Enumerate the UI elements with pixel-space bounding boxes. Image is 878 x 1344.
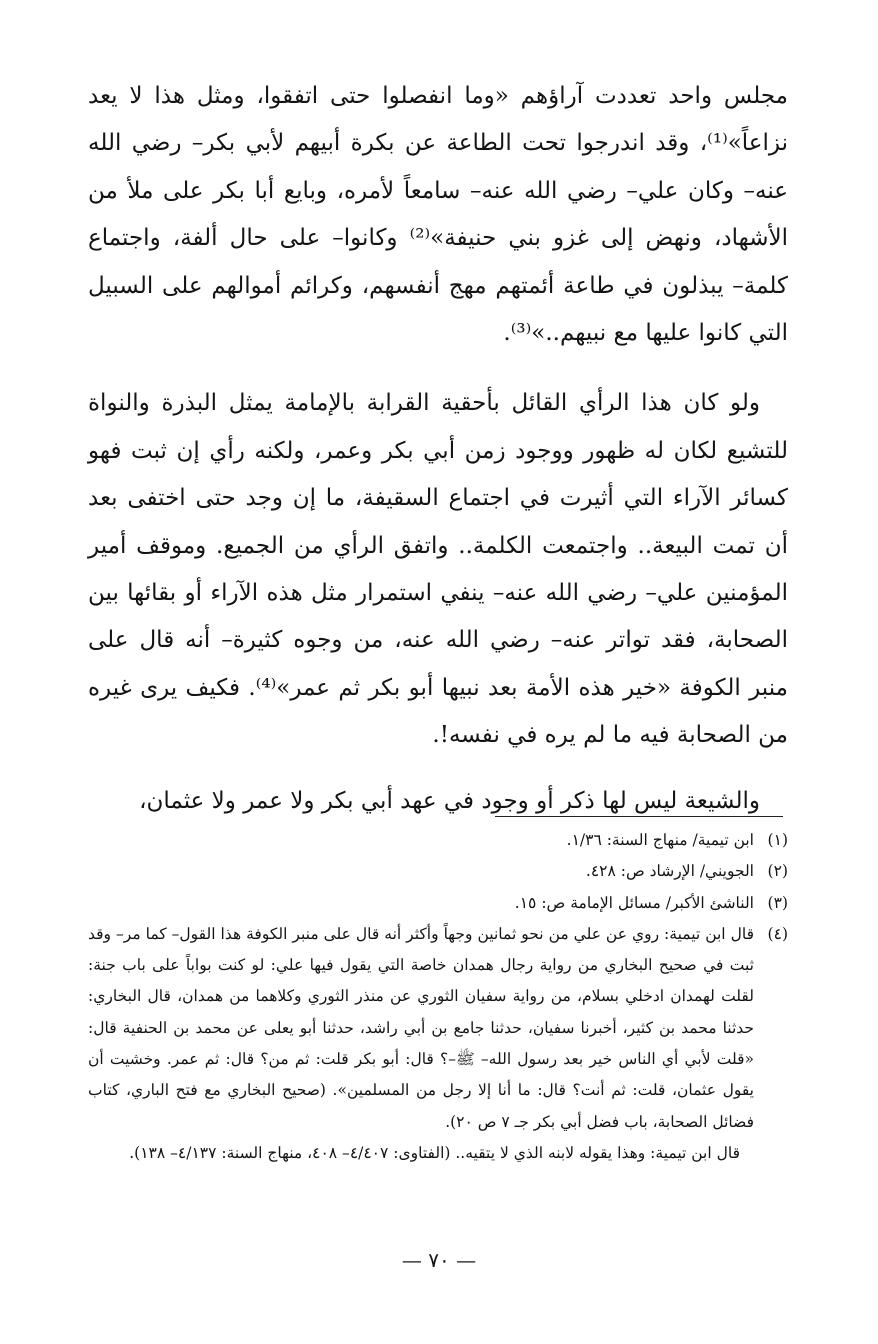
main-text xyxy=(88,73,788,825)
footnote-2 xyxy=(88,856,788,887)
footnote-3 xyxy=(88,888,788,919)
footnotes xyxy=(88,825,788,1169)
footnote-number: (٤) xyxy=(767,924,788,943)
footnote-number: (٢) xyxy=(767,862,788,881)
footnote-4 xyxy=(88,919,788,1138)
paragraph-2: ولو كان هذا الرأي القائل بأحقية القرابة بالإمامة يمثل البذرة والنواة للتشيع لكان له ظهور ووجود زمن أبي بكر وعمر، ولكنه رأي إن ثبت فهو كسائر الآراء التي أثيرت في اجتماع السقيفة، ما إن وجد حتى اختفى بعد أن تمت البيعة.. واجتمعت الكلمة.. واتفق الرأي من الجميع. وموقف أمير المؤمنين علي– رضي الله عنه– ينفي استمرار مثل هذه الآراء أو بقائها بين الصحابة، فقد تواتر عنه– رضي الله عنه، من وجوه كثيرة– أنه قال على منبر الكوفة «خير هذه الأمة بعد نبيها أبو بكر ثم عمر»⁽⁴⁾. فكيف يرى غيره من الصحابة فيه ما لم يره في نفسه!. xyxy=(88,390,788,749)
footnote-number: (٣) xyxy=(767,893,788,912)
paragraph-3: والشيعة ليس لها ذكر أو وجود في عهد أبي بكر ولا عمر ولا عثمان، xyxy=(139,787,760,814)
footnote-text: قال ابن تيمية: روي عن علي من نحو ثمانين وجهاً وأكثر أنه قال على منبر الكوفة هذا القول– كما مر– وقد ثبت في صحيح البخاري من رواية رجال همدان خاصة التي يقول فيها علي: لو كنت بواباً على باب جنة: لقلت لهمدان ادخلي بسلام، من رواية سفيان الثوري عن منذر الثوري وكلاهما من همدان، قال البخاري: حدثنا محمد بن كثير، أخبرنا سفيان، حدثنا جامع بن أبي راشد، حدثنا أبو يعلى عن محمد بن الحنفية قال: «قلت لأبي أي الناس خير بعد رسول الله– ﷺ–؟ قال: أبو بكر قلت: ثم من؟ قال: ثم عمر. وخشيت أن يقول عثمان، قلت: ثم أنت؟ قال: ما أنا إلا رجل من المسلمين». (صحيح البخاري مع فتح الباري، كتاب فضائل الصحابة، باب فضل أبي بكر جـ ٧ ص ٢٠). xyxy=(88,924,754,1131)
footnote-separator xyxy=(495,816,783,817)
footnote-1 xyxy=(88,825,788,856)
footnote-text: ابن تيمية/ منهاج السنة: ١/٣٦. xyxy=(566,831,754,849)
footnote-text: الناشئ الأكبر/ مسائل الإمامة ص: ١٥. xyxy=(514,893,754,912)
paragraph-1: مجلس واحد تعددت آراؤهم «وما انفصلوا حتى اتفقوا، ومثل هذا لا يعد نزاعاً»⁽¹⁾، وقد اندرجوا تحت الطاعة عن بكرة أبيهم لأبي بكر– رضي الله عنه– وكان علي– رضي الله عنه– سامعاً لأمره، وبايع أبا بكر على ملأ من الأشهاد، ونهض إلى غزو بني حنيفة»⁽²⁾ وكانوا– على حال ألفة، واجتماع كلمة– يبذلون في طاعة أئمتهم مهج أنفسهم، وكرائم أموالهم على السبيل التي كانوا عليها مع نبيهم..»⁽³⁾. xyxy=(88,83,788,347)
page-number: — ٧٠ — xyxy=(401,1248,477,1272)
footnote-4-continuation: قال ابن تيمية: وهذا يقوله لابنه الذي لا يتقيه.. (الفتاوى: ٤/٤٠٧– ٤٠٨، منهاج السنة: ٤/١٣٧– ١٣٨). xyxy=(129,1143,740,1162)
footnote-text: الجويني/ الإرشاد ص: ٤٢٨. xyxy=(585,862,754,881)
footnote-number: (١) xyxy=(767,831,788,849)
